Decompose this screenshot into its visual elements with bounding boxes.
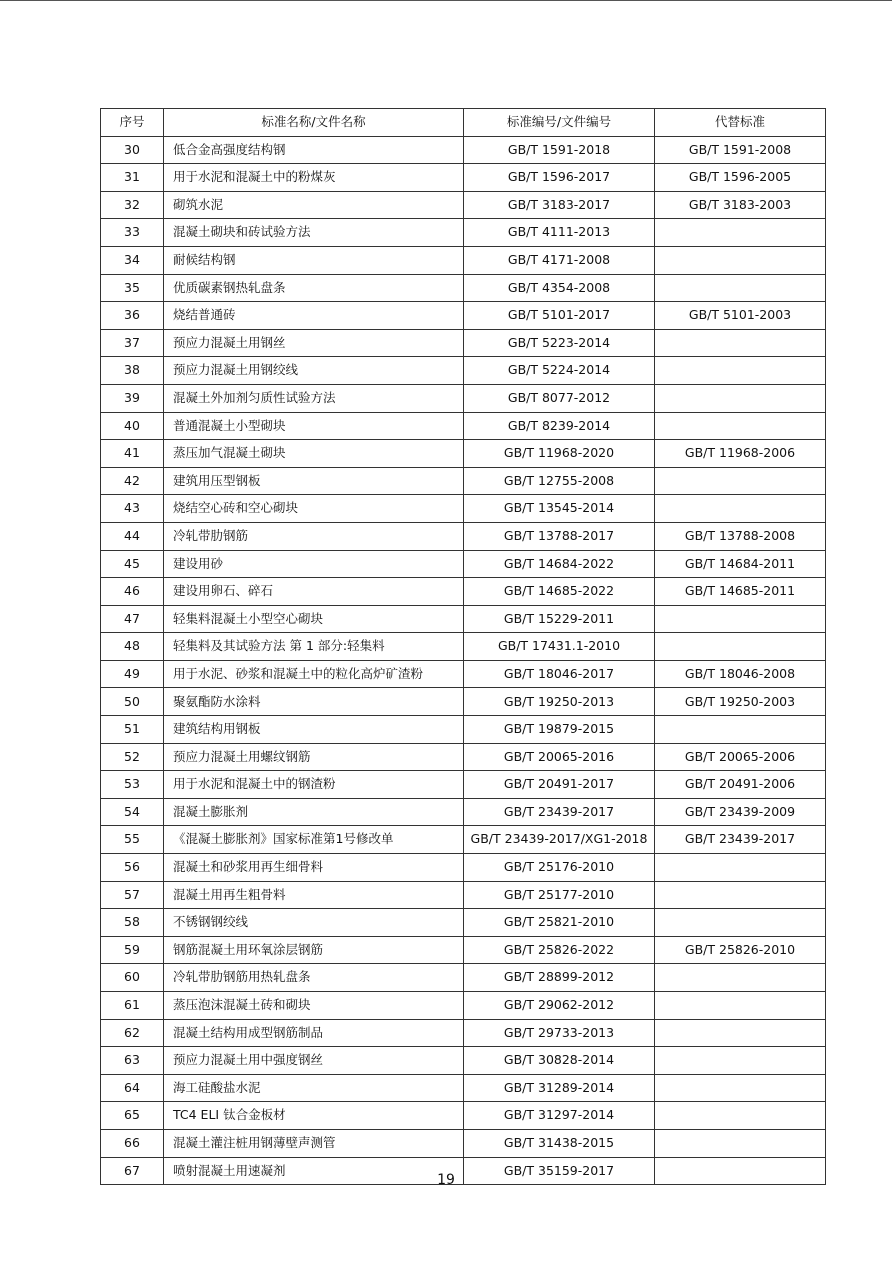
cell-name: 冷轧带肋钢筋用热轧盘条	[164, 964, 464, 992]
cell-seq: 52	[101, 743, 164, 771]
cell-seq: 48	[101, 633, 164, 661]
standards-table	[100, 108, 826, 1185]
cell-replaces	[655, 467, 826, 495]
cell-name: 混凝土灌注桩用钢薄壁声测管	[164, 1129, 464, 1157]
table-row	[101, 384, 826, 412]
cell-seq: 64	[101, 1074, 164, 1102]
cell-seq: 54	[101, 798, 164, 826]
table-row	[101, 771, 826, 799]
cell-code: GB/T 5101-2017	[464, 302, 655, 330]
cell-code: GB/T 5223-2014	[464, 329, 655, 357]
page-number: 19	[437, 1172, 455, 1188]
cell-code: GB/T 29733-2013	[464, 1019, 655, 1047]
cell-replaces: GB/T 1591-2008	[655, 136, 826, 164]
cell-replaces: GB/T 20065-2006	[655, 743, 826, 771]
cell-replaces	[655, 909, 826, 937]
cell-name: 用于水泥和混凝土中的粉煤灰	[164, 164, 464, 192]
table-row	[101, 992, 826, 1020]
cell-seq: 56	[101, 854, 164, 882]
table-row	[101, 909, 826, 937]
cell-replaces	[655, 605, 826, 633]
cell-replaces: GB/T 18046-2008	[655, 660, 826, 688]
table-row	[101, 578, 826, 606]
table-row	[101, 716, 826, 744]
table-row	[101, 191, 826, 219]
cell-code: GB/T 23439-2017	[464, 798, 655, 826]
table-row	[101, 1102, 826, 1130]
cell-name: 预应力混凝土用螺纹钢筋	[164, 743, 464, 771]
cell-name: 轻集料及其试验方法 第 1 部分:轻集料	[164, 633, 464, 661]
cell-seq: 57	[101, 881, 164, 909]
cell-code: GB/T 25821-2010	[464, 909, 655, 937]
cell-name: 砌筑水泥	[164, 191, 464, 219]
cell-name: 《混凝土膨胀剂》国家标准第1号修改单	[164, 826, 464, 854]
cell-name: 蒸压泡沫混凝土砖和砌块	[164, 992, 464, 1020]
cell-seq: 63	[101, 1047, 164, 1075]
cell-name: 建设用卵石、碎石	[164, 578, 464, 606]
cell-replaces	[655, 246, 826, 274]
cell-name: 不锈钢钢绞线	[164, 909, 464, 937]
table-row	[101, 522, 826, 550]
cell-seq: 45	[101, 550, 164, 578]
cell-code: GB/T 14685-2022	[464, 578, 655, 606]
cell-code: GB/T 17431.1-2010	[464, 633, 655, 661]
cell-name: 用于水泥和混凝土中的钢渣粉	[164, 771, 464, 799]
table-row	[101, 1129, 826, 1157]
cell-code: GB/T 35159-2017	[464, 1157, 655, 1185]
cell-seq: 43	[101, 495, 164, 523]
cell-replaces	[655, 384, 826, 412]
cell-name: 普通混凝土小型砌块	[164, 412, 464, 440]
cell-seq: 33	[101, 219, 164, 247]
table-row	[101, 660, 826, 688]
table-row	[101, 412, 826, 440]
cell-replaces	[655, 1102, 826, 1130]
cell-code: GB/T 28899-2012	[464, 964, 655, 992]
cell-seq: 55	[101, 826, 164, 854]
table-row	[101, 743, 826, 771]
cell-code: GB/T 19879-2015	[464, 716, 655, 744]
cell-seq: 59	[101, 936, 164, 964]
cell-seq: 62	[101, 1019, 164, 1047]
table-row	[101, 1047, 826, 1075]
table-row	[101, 550, 826, 578]
cell-seq: 61	[101, 992, 164, 1020]
table-body	[101, 136, 826, 1185]
cell-seq: 47	[101, 605, 164, 633]
cell-seq: 41	[101, 440, 164, 468]
cell-code: GB/T 1596-2017	[464, 164, 655, 192]
table-row	[101, 357, 826, 385]
cell-code: GB/T 31438-2015	[464, 1129, 655, 1157]
cell-name: 建设用砂	[164, 550, 464, 578]
cell-code: GB/T 4354-2008	[464, 274, 655, 302]
cell-name: 轻集料混凝土小型空心砌块	[164, 605, 464, 633]
cell-replaces: GB/T 20491-2006	[655, 771, 826, 799]
cell-seq: 66	[101, 1129, 164, 1157]
cell-name: 混凝土外加剂匀质性试验方法	[164, 384, 464, 412]
cell-replaces: GB/T 3183-2003	[655, 191, 826, 219]
cell-seq: 53	[101, 771, 164, 799]
cell-code: GB/T 4111-2013	[464, 219, 655, 247]
table-row	[101, 964, 826, 992]
cell-seq: 40	[101, 412, 164, 440]
cell-name: 耐候结构钢	[164, 246, 464, 274]
cell-name: 预应力混凝土用钢丝	[164, 329, 464, 357]
cell-replaces: GB/T 14684-2011	[655, 550, 826, 578]
table-row	[101, 633, 826, 661]
cell-replaces	[655, 1019, 826, 1047]
cell-replaces	[655, 964, 826, 992]
cell-replaces: GB/T 1596-2005	[655, 164, 826, 192]
table-row	[101, 936, 826, 964]
table-row	[101, 798, 826, 826]
cell-code: GB/T 31297-2014	[464, 1102, 655, 1130]
table-row	[101, 136, 826, 164]
table-row	[101, 274, 826, 302]
table-row	[101, 302, 826, 330]
cell-seq: 51	[101, 716, 164, 744]
cell-replaces	[655, 716, 826, 744]
cell-seq: 60	[101, 964, 164, 992]
cell-replaces: GB/T 5101-2003	[655, 302, 826, 330]
cell-seq: 34	[101, 246, 164, 274]
cell-code: GB/T 25177-2010	[464, 881, 655, 909]
top-border-line	[0, 0, 892, 1]
cell-replaces: GB/T 19250-2003	[655, 688, 826, 716]
cell-code: GB/T 1591-2018	[464, 136, 655, 164]
cell-seq: 38	[101, 357, 164, 385]
table-row	[101, 688, 826, 716]
cell-seq: 37	[101, 329, 164, 357]
cell-seq: 42	[101, 467, 164, 495]
cell-seq: 32	[101, 191, 164, 219]
cell-code: GB/T 5224-2014	[464, 357, 655, 385]
cell-code: GB/T 30828-2014	[464, 1047, 655, 1075]
cell-replaces	[655, 219, 826, 247]
cell-name: 混凝土结构用成型钢筋制品	[164, 1019, 464, 1047]
cell-seq: 39	[101, 384, 164, 412]
cell-replaces: GB/T 13788-2008	[655, 522, 826, 550]
cell-replaces: GB/T 23439-2017	[655, 826, 826, 854]
table-row	[101, 854, 826, 882]
table-header-row	[101, 109, 826, 137]
header-code: 标准编号/文件编号	[464, 109, 655, 137]
cell-code: GB/T 15229-2011	[464, 605, 655, 633]
table-row	[101, 1019, 826, 1047]
cell-replaces	[655, 412, 826, 440]
table-row	[101, 164, 826, 192]
cell-name: 烧结普通砖	[164, 302, 464, 330]
cell-name: 预应力混凝土用钢绞线	[164, 357, 464, 385]
table-row	[101, 219, 826, 247]
cell-code: GB/T 8077-2012	[464, 384, 655, 412]
cell-replaces	[655, 274, 826, 302]
cell-code: GB/T 25176-2010	[464, 854, 655, 882]
header-replaces: 代替标准	[655, 109, 826, 137]
cell-name: 优质碳素钢热轧盘条	[164, 274, 464, 302]
cell-replaces	[655, 329, 826, 357]
cell-replaces	[655, 1129, 826, 1157]
cell-name: 冷轧带肋钢筋	[164, 522, 464, 550]
cell-name: 混凝土砌块和砖试验方法	[164, 219, 464, 247]
cell-code: GB/T 19250-2013	[464, 688, 655, 716]
cell-code: GB/T 20491-2017	[464, 771, 655, 799]
cell-seq: 36	[101, 302, 164, 330]
cell-replaces: GB/T 14685-2011	[655, 578, 826, 606]
cell-seq: 35	[101, 274, 164, 302]
header-name: 标准名称/文件名称	[164, 109, 464, 137]
cell-seq: 65	[101, 1102, 164, 1130]
cell-seq: 49	[101, 660, 164, 688]
cell-code: GB/T 23439-2017/XG1-2018	[464, 826, 655, 854]
cell-name: 蒸压加气混凝土砌块	[164, 440, 464, 468]
cell-name: 低合金高强度结构钢	[164, 136, 464, 164]
header-seq: 序号	[101, 109, 164, 137]
cell-seq: 67	[101, 1157, 164, 1185]
cell-replaces	[655, 1074, 826, 1102]
cell-code: GB/T 13545-2014	[464, 495, 655, 523]
table-row	[101, 246, 826, 274]
cell-code: GB/T 29062-2012	[464, 992, 655, 1020]
table-row	[101, 826, 826, 854]
cell-code: GB/T 20065-2016	[464, 743, 655, 771]
cell-seq: 31	[101, 164, 164, 192]
cell-name: 混凝土和砂浆用再生细骨料	[164, 854, 464, 882]
cell-code: GB/T 14684-2022	[464, 550, 655, 578]
cell-seq: 44	[101, 522, 164, 550]
cell-name: 用于水泥、砂浆和混凝土中的粒化高炉矿渣粉	[164, 660, 464, 688]
cell-seq: 50	[101, 688, 164, 716]
cell-name: 喷射混凝土用速凝剂	[164, 1157, 464, 1185]
table-row	[101, 467, 826, 495]
cell-code: GB/T 4171-2008	[464, 246, 655, 274]
cell-replaces	[655, 633, 826, 661]
cell-name: 聚氨酯防水涂料	[164, 688, 464, 716]
cell-name: 混凝土膨胀剂	[164, 798, 464, 826]
table-row	[101, 440, 826, 468]
cell-name: 预应力混凝土用中强度钢丝	[164, 1047, 464, 1075]
cell-name: 建筑结构用钢板	[164, 716, 464, 744]
cell-code: GB/T 13788-2017	[464, 522, 655, 550]
cell-replaces	[655, 992, 826, 1020]
cell-code: GB/T 12755-2008	[464, 467, 655, 495]
cell-name: 钢筋混凝土用环氧涂层钢筋	[164, 936, 464, 964]
table-row	[101, 605, 826, 633]
cell-seq: 30	[101, 136, 164, 164]
cell-name: 建筑用压型钢板	[164, 467, 464, 495]
table-row	[101, 329, 826, 357]
table-row	[101, 1074, 826, 1102]
cell-seq: 46	[101, 578, 164, 606]
cell-replaces	[655, 495, 826, 523]
cell-replaces	[655, 357, 826, 385]
cell-code: GB/T 11968-2020	[464, 440, 655, 468]
cell-replaces	[655, 881, 826, 909]
cell-code: GB/T 31289-2014	[464, 1074, 655, 1102]
cell-name: 混凝土用再生粗骨料	[164, 881, 464, 909]
cell-name: TC4 ELI 钛合金板材	[164, 1102, 464, 1130]
cell-code: GB/T 8239-2014	[464, 412, 655, 440]
cell-name: 海工硅酸盐水泥	[164, 1074, 464, 1102]
cell-name: 烧结空心砖和空心砌块	[164, 495, 464, 523]
cell-code: GB/T 3183-2017	[464, 191, 655, 219]
cell-code: GB/T 25826-2022	[464, 936, 655, 964]
cell-seq: 58	[101, 909, 164, 937]
cell-code: GB/T 18046-2017	[464, 660, 655, 688]
cell-replaces	[655, 1047, 826, 1075]
cell-replaces: GB/T 11968-2006	[655, 440, 826, 468]
cell-replaces	[655, 854, 826, 882]
cell-replaces: GB/T 23439-2009	[655, 798, 826, 826]
table-row	[101, 881, 826, 909]
cell-replaces: GB/T 25826-2010	[655, 936, 826, 964]
table-row	[101, 495, 826, 523]
